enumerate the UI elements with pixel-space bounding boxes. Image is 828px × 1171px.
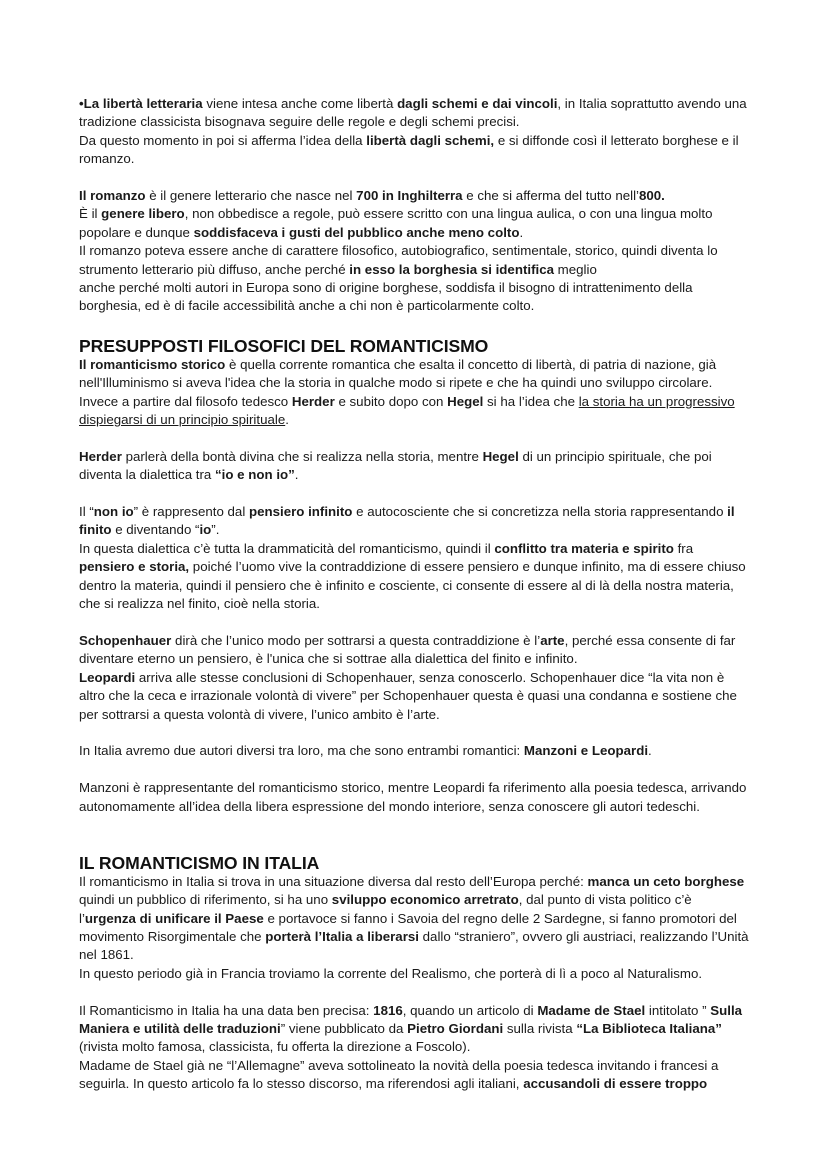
paragraph-liberta-letteraria: •La libertà letteraria viene intesa anche come libertà dagli schemi e dai vincoli, in Italia soprattutto avendo una tradizione classicista bisognava seguire delle regole e degli schemi precisi. Da questo momento in poi si afferma l’idea della libertà dagli schemi, e si diffonde così il letterato borghese e il romanzo. [79, 96, 747, 167]
paragraph-manzoni-leopardi: In Italia avremo due autori diversi tra loro, ma che sono entrambi romantici: Manzoni e Leopardi. [79, 743, 652, 759]
paragraph-romanticismo-storico: Il romanticismo storico è quella corrente romantica che esalta il concetto di libertà, di patria di nazione, già nell'Illuminismo si aveva l'idea che la storia in qualche modo si ripete e che ha quindi uno sviluppo circolare. Invece a partire dal filosofo tedesco Herder e subito dopo con Hegel si ha l’idea che la storia ha un progressivo dispiegarsi di un principio spirituale. [79, 356, 735, 428]
paragraph-herder-hegel: Herder parlerà della bontà divina che si realizza nella storia, mentre Hegel di un principio spirituale, che poi diventa la dialettica tra “io e non io”. [79, 448, 712, 483]
paragraph-data-1816: Il Romanticismo in Italia ha una data ben precisa: 1816, quando un articolo di Madame de Stael intitolato ” Sulla Maniera e utilità delle traduzioni” viene pubblicato da Pietro Giordani sulla rivista “La Biblioteca Italiana” (rivista molto famosa, classicista, fu offerta la direzione a Foscolo). Madame de Stael già ne “l’Allemagne” aveva sottolineato la novità della poesia tedesca invitando i francesi a seguirla. In questo articolo fa lo stesso discorso, ma riferendosi agli italiani, accusandoli di essere troppo [79, 1002, 743, 1092]
paragraph-romanzo: Il romanzo è il genere letterario che nasce nel 700 in Inghilterra e che si afferma del tutto nell’800. È il genere libero, non obbedisce a regole, può essere scritto con una lingua aulica, o con una lingua molto popolare e dunque soddisfaceva i gusti del pubblico anche meno colto. Il romanzo poteva essere anche di carattere filosofico, autobiografico, sentimentale, storico, quindi diventa lo strumento letterario più diffuso, anche perché in esso la borghesia si identifica meglio anche perché molti autori in Europa sono di origine borghese, soddisfa il bisogno di intrattenimento della borghesia, ed è di facile accessibilità anche a chi non è particolarmente colto. [79, 188, 718, 314]
heading-presupposti-filosofici: PRESUPPOSTI FILOSOFICI DEL ROMANTICISMO [79, 335, 489, 356]
paragraph-situazione-italia: Il romanticismo in Italia si trova in una situazione diversa dal resto dell’Europa perché: manca un ceto borghese quindi un pubblico di riferimento, si ha uno sviluppo economico arretrato, dal punto di vista politico c’è l’urgenza di unificare il Paese e portavoce si fanno i Savoia del regno delle 2 Sardegne, si fanno promotori del movimento Risorgimentale che porterà l’Italia a liberarsi dallo “straniero”, ovvero gli austriaci, realizzando l’Unità nel 1861. In questo periodo già in Francia troviamo la corrente del Realismo, che porterà di lì a poco al Naturalismo. [79, 873, 749, 981]
paragraph-manzoni-rappresentante: Manzoni è rappresentante del romanticismo storico, mentre Leopardi fa riferimento alla poesia tedesca, arrivando autonomamente all’idea della libera espressione del mondo interiore, senza conoscere gli autori tedeschi. [79, 780, 747, 814]
paragraph-non-io: Il “non io” è rappresento dal pensiero infinito e autocosciente che si concretizza nella storia rappresentando il finito e diventando “io”. In questa dialettica c’è tutta la drammaticità del romanticismo, quindi il conflitto tra materia e spirito fra pensiero e storia, poiché l’uomo vive la contraddizione di essere pensiero e dunque infinito, ma di essere chiuso dentro la materia, quindi il pensiero che è infinito e cosciente, ci consente di essere al di là della nostra materia, che si realizza nel finito, cioè nella storia. [79, 504, 746, 612]
paragraph-schopenhauer: Schopenhauer dirà che l’unico modo per sottrarsi a questa contraddizione è l’arte, perché essa consente di far diventare eterno un pensiero, è l'unica che si sottrae alla dialettica del finito e infinito. Leopardi arriva alle stesse conclusioni di Schopenhauer, senza conoscerlo. Schopenhauer dice “la vita non è altro che la ceca e irrazionale volontà di vivere” per Schopenhauer questa è quasi una condanna e sostiene che per sottrarsi a questa volontà di vivere, l’unico ambito è l’arte. [79, 632, 737, 722]
heading-romanticismo-in-italia: IL ROMANTICISMO IN ITALIA [79, 852, 320, 873]
